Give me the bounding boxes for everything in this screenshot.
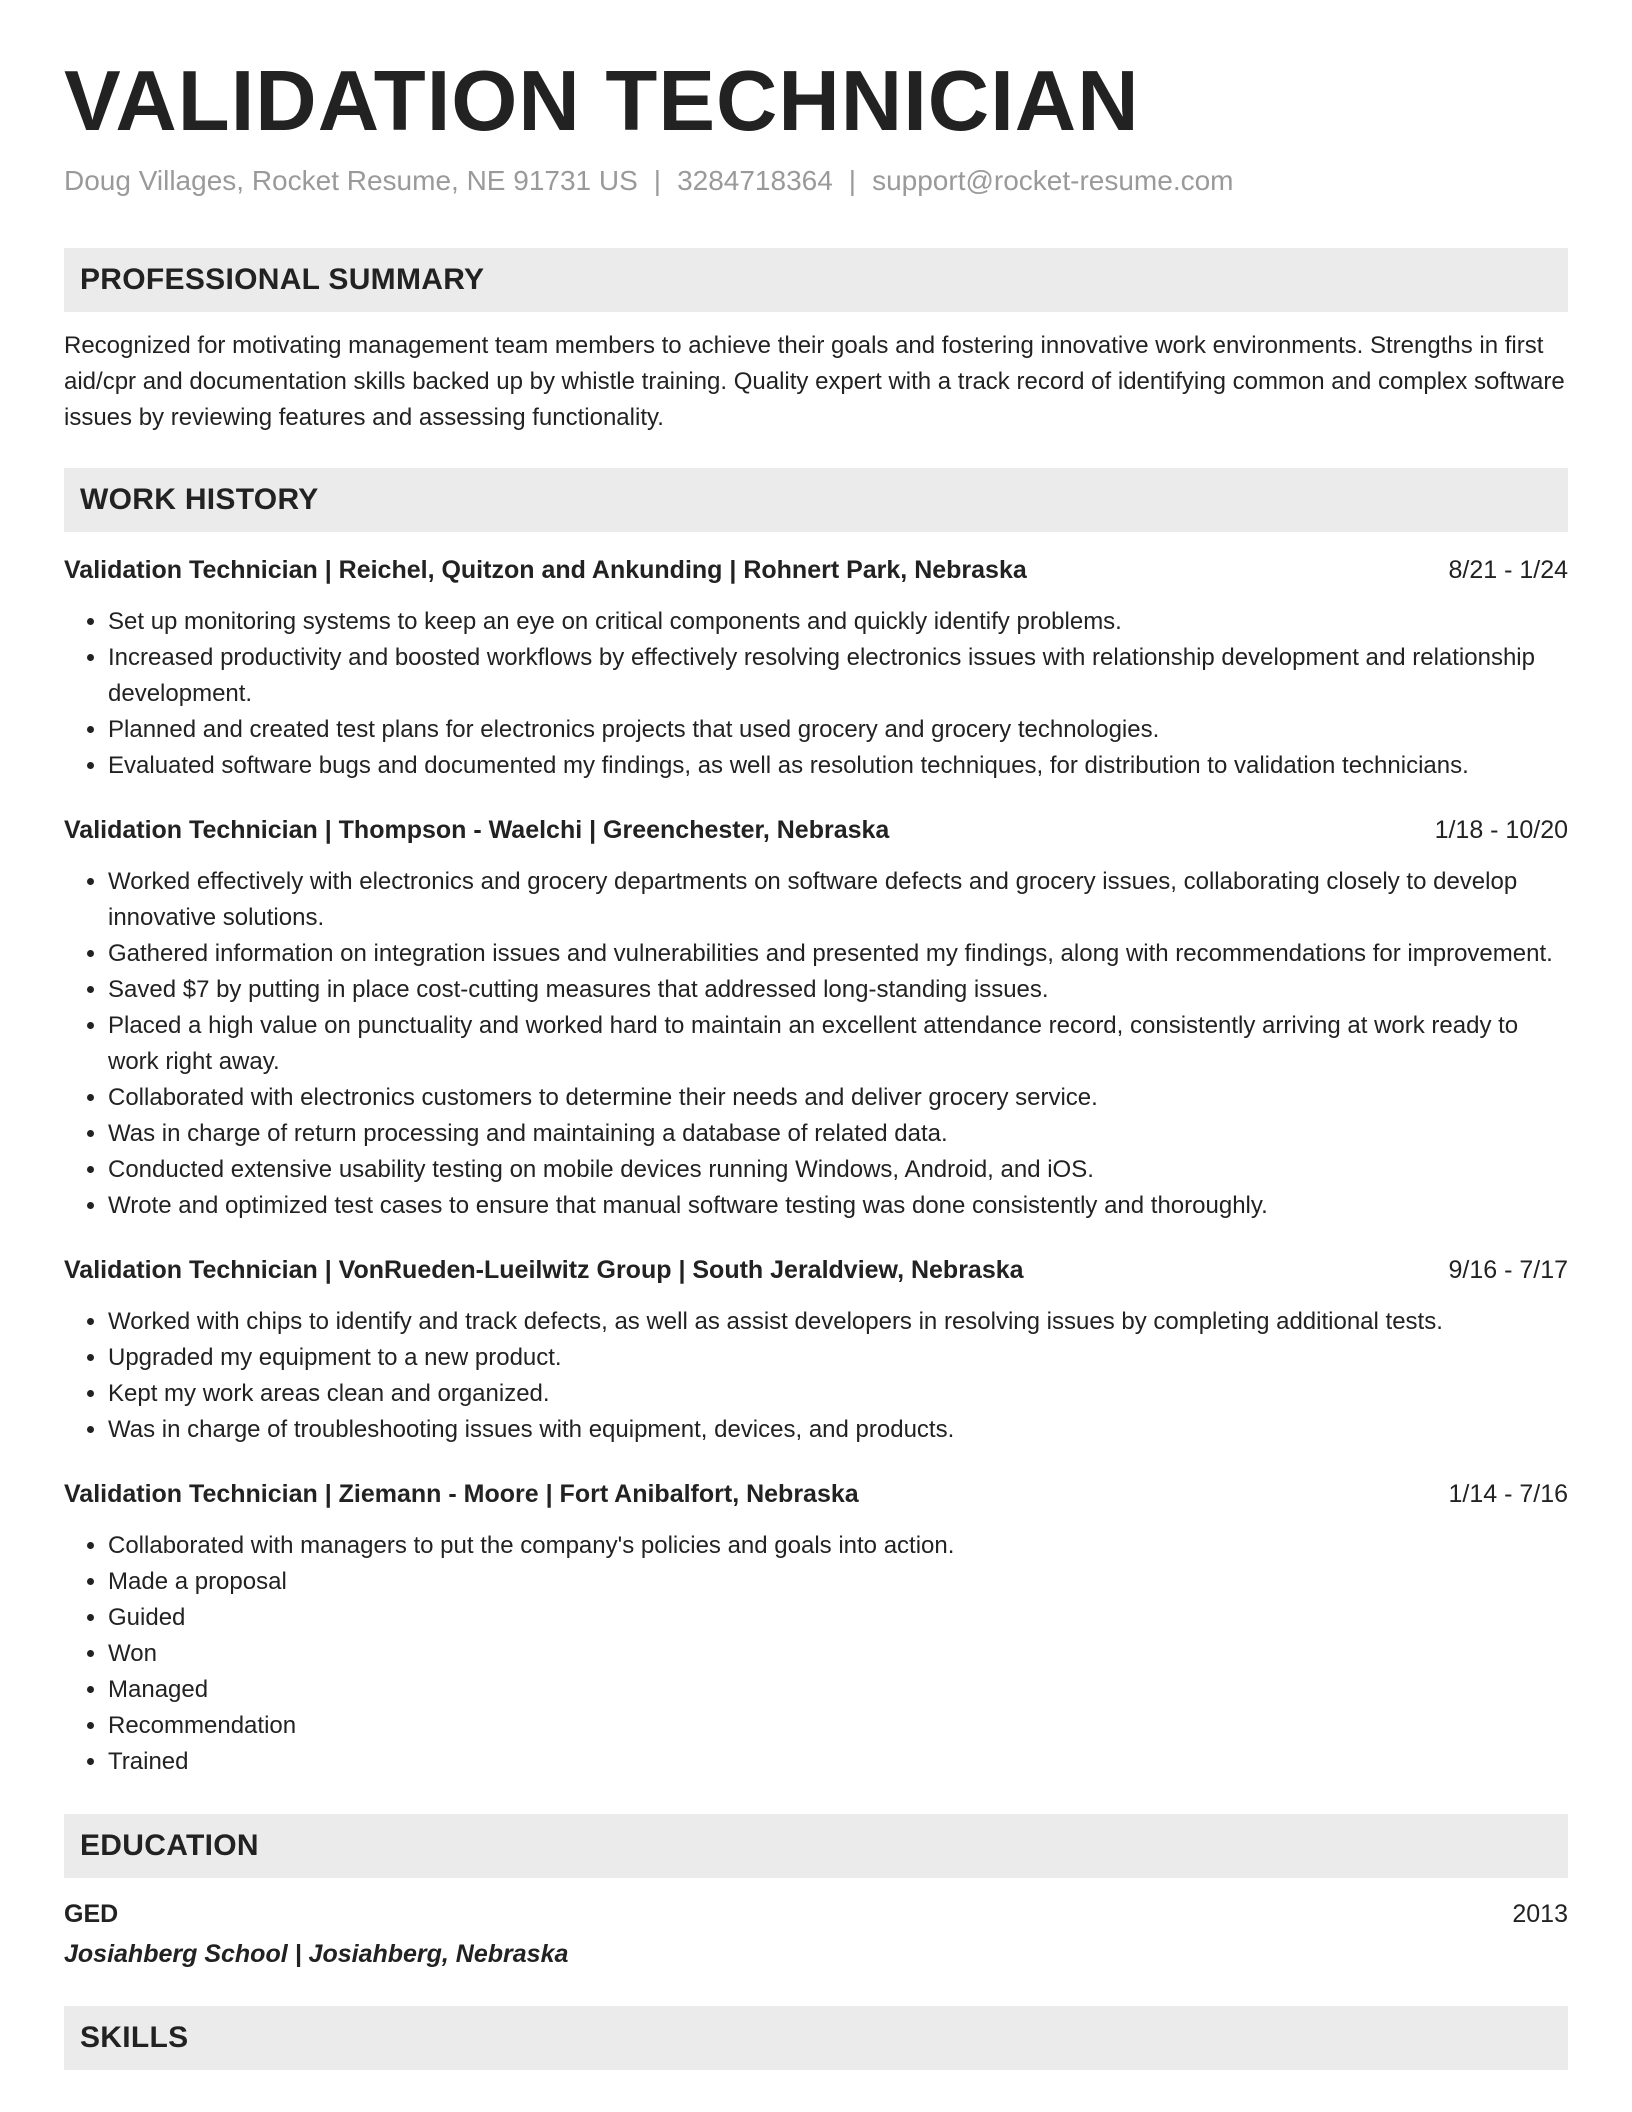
job-bullet-list [64, 864, 1568, 1224]
job-dates: 8/21 - 1/24 [1448, 556, 1568, 584]
summary-section-header: PROFESSIONAL SUMMARY [64, 248, 1568, 312]
education-entry [64, 1896, 1568, 1932]
job-title: Validation Technician | VonRueden-Lueilwitz Group | South Jeraldview, Nebraska [64, 1256, 1024, 1284]
work-history-section-header: WORK HISTORY [64, 468, 1568, 532]
education-degree: GED [64, 1900, 119, 1928]
job-title: Validation Technician | Reichel, Quitzon and Ankunding | Rohnert Park, Nebraska [64, 556, 1027, 584]
job-entry [64, 1252, 1568, 1448]
job-bullet: • Planned and created test plans for electronics projects that used grocery and grocery technologies. [108, 712, 1568, 748]
job-entry [64, 552, 1568, 784]
job-bullet: • Conducted extensive usability testing on mobile devices running Windows, Android, and iOS. [108, 1152, 1568, 1188]
job-title: Validation Technician | Thompson - Waelchi | Greenchester, Nebraska [64, 816, 890, 844]
job-title: Validation Technician | Ziemann - Moore | Fort Anibalfort, Nebraska [64, 1480, 859, 1508]
job-dates: 1/18 - 10/20 [1434, 816, 1568, 844]
job-header [64, 552, 1568, 588]
education-school: Josiahberg School | Josiahberg, Nebraska [64, 1940, 569, 1968]
job-bullet: • Collaborated with managers to put the company's policies and goals into action. [108, 1528, 1568, 1564]
contact-separator: | [848, 165, 857, 196]
contact-line [64, 164, 1568, 198]
job-bullet: • Worked with chips to identify and track defects, as well as assist developers in resolving issues by completing additional tests. [108, 1304, 1568, 1340]
job-header [64, 1252, 1568, 1288]
work-history-list [64, 552, 1568, 1780]
job-dates: 1/14 - 7/16 [1448, 1480, 1568, 1508]
job-bullet: • Was in charge of return processing and maintaining a database of related data. [108, 1116, 1568, 1152]
job-bullet: • Upgraded my equipment to a new product. [108, 1340, 1568, 1376]
job-bullet-list [64, 1528, 1568, 1780]
job-header [64, 812, 1568, 848]
contact-email: support@rocket-resume.com [872, 165, 1234, 196]
job-bullet: • Wrote and optimized test cases to ensure that manual software testing was done consistently and thoroughly. [108, 1188, 1568, 1224]
job-bullet: • Trained [108, 1744, 1568, 1780]
job-bullet: • Placed a high value on punctuality and worked hard to maintain an excellent attendance record, consistently arriving at work ready to work right away. [108, 1008, 1568, 1080]
education-section-header: EDUCATION [64, 1814, 1568, 1878]
job-bullet: • Guided [108, 1600, 1568, 1636]
contact-address: Doug Villages, Rocket Resume, NE 91731 US [64, 165, 638, 196]
job-dates: 9/16 - 7/17 [1448, 1256, 1568, 1284]
summary-text: Recognized for motivating management team members to achieve their goals and fostering innovative work environments. Strengths in first aid/cpr and documentation skills backed up by whistle training. Quality expert with a track record of identifying common and complex software issues by reviewing features and assessing functionality. [64, 332, 1565, 431]
skills-section-header: SKILLS [64, 2006, 1568, 2070]
job-bullet: • Recommendation [108, 1708, 1568, 1744]
job-bullet: • Saved $7 by putting in place cost-cutting measures that addressed long-standing issues. [108, 972, 1568, 1008]
job-bullet: • Kept my work areas clean and organized. [108, 1376, 1568, 1412]
education-year: 2013 [1512, 1900, 1568, 1928]
job-entry [64, 1476, 1568, 1780]
job-bullet: • Managed [108, 1672, 1568, 1708]
job-header [64, 1476, 1568, 1512]
job-bullet: • Gathered information on integration issues and vulnerabilities and presented my findings, along with recommendations for improvement. [108, 936, 1568, 972]
job-bullet-list [64, 604, 1568, 784]
job-bullet-list [64, 1304, 1568, 1448]
job-bullet: • Was in charge of troubleshooting issues with equipment, devices, and products. [108, 1412, 1568, 1448]
job-bullet: • Set up monitoring systems to keep an eye on critical components and quickly identify problems. [108, 604, 1568, 640]
job-bullet: • Made a proposal [108, 1564, 1568, 1600]
job-bullet: • Evaluated software bugs and documented my findings, as well as resolution techniques, for distribution to validation technicians. [108, 748, 1568, 784]
contact-separator: | [653, 165, 662, 196]
job-entry [64, 812, 1568, 1224]
job-bullet: • Won [108, 1636, 1568, 1672]
job-bullet: • Increased productivity and boosted workflows by effectively resolving electronics issues with relationship development and relationship development. [108, 640, 1568, 712]
job-bullet: • Collaborated with electronics customers to determine their needs and deliver grocery service. [108, 1080, 1568, 1116]
job-bullet: • Worked effectively with electronics and grocery departments on software defects and grocery issues, collaborating closely to develop innovative solutions. [108, 864, 1568, 936]
resume-title: VALIDATION TECHNICIAN [64, 54, 1140, 149]
contact-phone: 3284718364 [677, 165, 833, 196]
